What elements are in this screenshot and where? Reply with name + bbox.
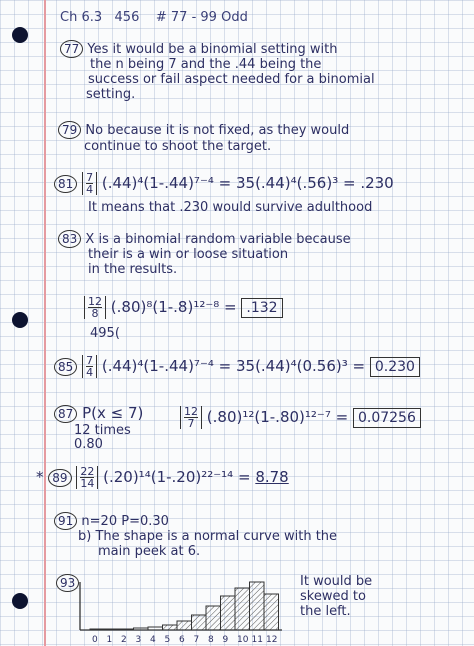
expression: (.44)⁴(1-.44)⁷⁻⁴ = 35(.44)⁴(.56)³ = .230 xyxy=(101,174,394,192)
expression: (.44)⁴(1-.44)⁷⁻⁴ = 35(.44)⁴(0.56)³ = xyxy=(101,357,366,375)
histogram-bar xyxy=(148,627,163,630)
tick-label: 4 xyxy=(150,635,156,645)
problem-number: 85 xyxy=(54,358,77,376)
underlined-answer: 8.78 xyxy=(255,468,289,486)
combination: $\frac{7}{4}$ xyxy=(82,172,97,195)
expression: (.20)¹⁴(1-.20)²²⁻¹⁴ = xyxy=(103,468,251,486)
combination: $\frac{12}{7}$ xyxy=(180,406,202,429)
histogram-bar xyxy=(235,588,250,630)
tick-label: 8 xyxy=(208,635,214,645)
histogram-bar xyxy=(177,621,192,630)
answer-line: their is a win or loose situation xyxy=(88,247,289,262)
histogram-bar xyxy=(250,582,265,630)
tick-label: 5 xyxy=(164,635,171,645)
answer-line: main peek at 6. xyxy=(98,544,201,559)
histogram-bar xyxy=(206,606,221,630)
probability-statement: P(x ≤ 7) xyxy=(82,404,144,422)
tick-label: 6 xyxy=(179,635,185,645)
problem-number: 89 xyxy=(48,469,71,487)
histogram-bar xyxy=(134,628,149,630)
tick-label: 0 xyxy=(92,635,98,645)
histogram-bar xyxy=(264,594,279,630)
histogram-bar xyxy=(119,629,134,630)
problem-number: 81 xyxy=(54,175,77,193)
histogram-bar xyxy=(221,596,236,630)
combination: $\frac{22}{14}$ xyxy=(76,466,98,489)
given-values: n=20 P=0.30 xyxy=(81,514,169,529)
combination: $\frac{12}{8}$ xyxy=(84,296,106,319)
histogram-bar xyxy=(90,629,105,630)
answer-line: No because it is not fixed, as they would xyxy=(85,123,350,138)
problem-81-interpretation: It means that .230 would survive adulthood xyxy=(88,200,373,215)
chapter: Ch 6.3 xyxy=(60,10,103,25)
problem-number: 93 xyxy=(56,574,79,592)
tick-label: 11 xyxy=(251,635,263,645)
answer-line: the n being 7 and the .44 being the xyxy=(90,57,322,72)
tick-label: 9 xyxy=(222,635,229,645)
tick-label: 3 xyxy=(135,635,142,645)
histogram-bar xyxy=(163,625,178,630)
answer-line: X is a binomial random variable because xyxy=(85,232,351,247)
problem-number: 79 xyxy=(58,121,81,139)
answer-line: setting. xyxy=(86,87,136,102)
pages: 456 xyxy=(114,10,140,25)
tick-label: 10 xyxy=(237,635,249,645)
answer-line: Yes it would be a binomial setting with xyxy=(87,42,338,57)
answer-line: success or fail aspect needed for a binomial xyxy=(88,72,375,87)
histogram-bars xyxy=(90,582,279,630)
histogram-bar xyxy=(105,629,120,630)
tick-label: 2 xyxy=(121,635,127,645)
boxed-answer: 0.230 xyxy=(370,357,420,377)
boxed-answer: .132 xyxy=(241,298,282,318)
answer-line: b) The shape is a normal curve with the xyxy=(78,529,338,544)
combination: $\frac{7}{4}$ xyxy=(82,355,97,378)
problem-range: # 77 - 99 Odd xyxy=(155,10,248,25)
tick-label: 7 xyxy=(193,635,200,645)
problem-number: 87 xyxy=(54,405,77,423)
star-mark: * xyxy=(36,468,44,486)
problem-number: 77 xyxy=(60,40,83,58)
problem-number: 91 xyxy=(54,512,77,530)
problem-83-note: 495( xyxy=(90,326,120,341)
boxed-answer: 0.07256 xyxy=(353,408,421,428)
answer-line: in the results. xyxy=(88,262,178,277)
tick-label: 12 xyxy=(266,635,278,645)
expression: (.80)¹²(1-.80)¹²⁻⁷ = xyxy=(206,408,349,426)
problem-93-note: It would be skewed to the left. xyxy=(300,574,373,619)
problem-number: 83 xyxy=(58,230,81,248)
axis-tick-labels xyxy=(92,635,277,645)
expression: (.80)⁸(1-.8)¹²⁻⁸ = xyxy=(110,298,237,316)
problem-87-given: 12 times 0.80 xyxy=(74,423,131,452)
histogram-bar xyxy=(192,615,207,630)
tick-label: 1 xyxy=(106,635,113,645)
answer-line: continue to shoot the target. xyxy=(84,139,272,154)
